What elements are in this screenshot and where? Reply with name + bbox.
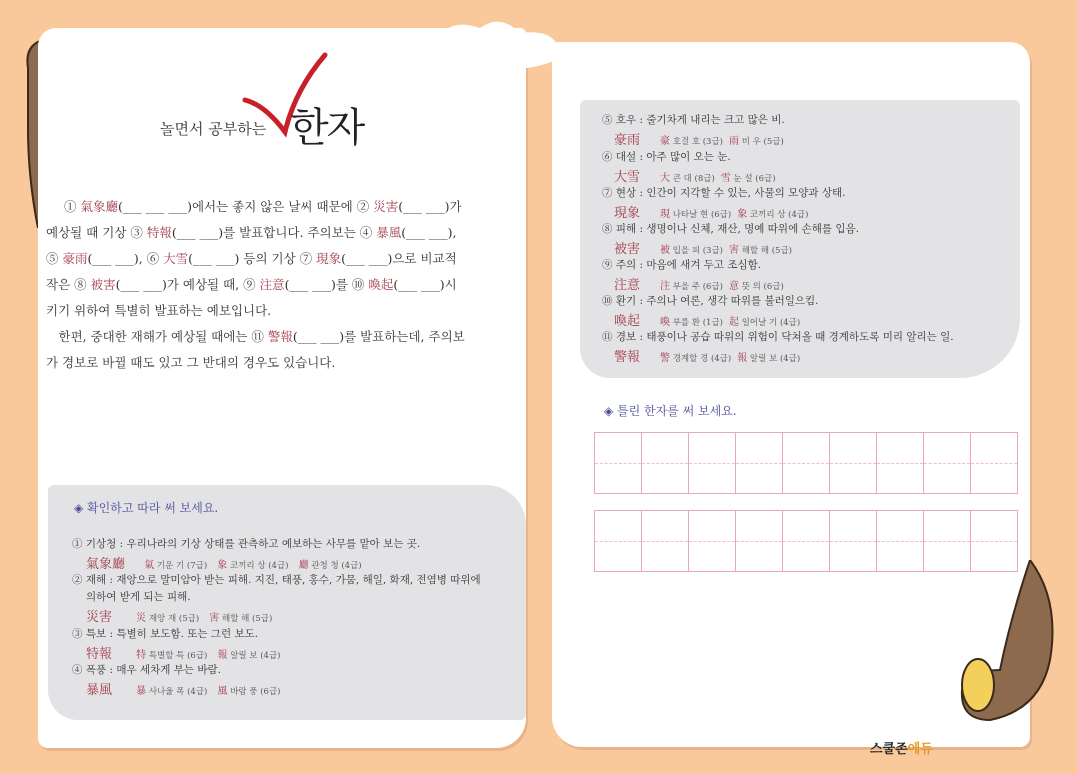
hanja-row: 暴風 暴 사나울 폭 (4급) 風 바람 풍 (6급) (86, 683, 281, 698)
practice-cell[interactable] (783, 433, 830, 493)
practice-cell[interactable] (924, 511, 971, 571)
hanja-row: 豪雨 豪 호걸 호 (3급) 雨 비 우 (5급) (614, 133, 784, 148)
practice-cell[interactable] (736, 433, 783, 493)
intro-line-7: 가 경보로 바뀔 때도 있고 그 반대의 경우도 있습니다. (46, 355, 336, 370)
def-item: ② 재해 : 재앙으로 말미암아 받는 피해. 지진, 태풍, 홍수, 가뭄, 해일, 화재, 전염병 따위에 (72, 574, 481, 586)
page-title: 한자 (290, 105, 364, 151)
hanja-row: 氣象廳 氣 기운 기 (7급) 象 코끼리 상 (4급) 廳 관청 청 (4급) (86, 557, 362, 572)
practice-grid-2[interactable] (594, 510, 1018, 572)
def-item: ① 기상청 : 우리나라의 기상 상태를 관측하고 예보하는 사무를 맡아 보는 곳. (72, 538, 421, 550)
intro-line-4: 작은 ⑧ 被害(___ ___)가 예상될 때, ⑨ 注意(___ ___)를 ⑩ 喚起(___ ___)시 (46, 277, 457, 292)
intro-line-3: ⑤ 豪雨(___ ___), ⑥ 大雪(___ ___) 등의 기상 ⑦ 現象(___ ___)으로 비교적 (46, 251, 457, 266)
intro-line-6: 한편, 중대한 재해가 예상될 때에는 ⑪ 警報(___ ___)를 발표하는데, 주의보 (46, 329, 465, 344)
practice-cell[interactable] (642, 511, 689, 571)
practice-cell[interactable] (689, 433, 736, 493)
practice-cell[interactable] (924, 433, 971, 493)
practice-cell[interactable] (642, 433, 689, 493)
def-item: 의하여 받게 되는 피해. (86, 591, 191, 603)
practice-cell[interactable] (783, 511, 830, 571)
def-item: ⑪ 경보 : 태풍이나 공습 따위의 위험이 닥쳐올 때 경계하도록 미리 알리는 일. (602, 331, 954, 343)
def-item: ⑩ 환기 : 주의나 여론, 생각 따위를 불러일으킴. (602, 295, 819, 307)
intro-line-5: 키기 위하여 특별히 발표하는 예보입니다. (46, 303, 272, 318)
check-heading: ◈ 확인하고 따라 써 보세요. (74, 501, 219, 515)
hanja-row: 現象 現 나타날 현 (6급) 象 코끼리 상 (4급) (614, 206, 809, 221)
practice-cell[interactable] (689, 511, 736, 571)
practice-heading: ◈ 틀린 한자를 써 보세요. (604, 404, 737, 418)
practice-cell[interactable] (830, 433, 877, 493)
practice-cell[interactable] (971, 433, 1017, 493)
bear-leg-illustration (950, 560, 1060, 730)
def-item: ⑤ 호우 : 줄기차게 내리는 크고 많은 비. (602, 114, 785, 126)
hanja-row: 被害 被 입을 피 (3급) 害 해할 해 (5급) (614, 242, 792, 257)
practice-cell[interactable] (595, 433, 642, 493)
page-subtitle: 놀면서 공부하는 (160, 120, 267, 138)
hanja-row: 喚起 喚 부를 환 (1급) 起 일어날 기 (4급) (614, 314, 801, 329)
hanja-row: 大雪 大 큰 대 (8급) 雪 눈 설 (6급) (614, 170, 776, 185)
def-item: ⑨ 주의 : 마음에 새겨 두고 조심함. (602, 259, 762, 271)
practice-cell[interactable] (736, 511, 783, 571)
hanja-row: 特報 特 특별할 특 (6급) 報 알릴 보 (4급) (86, 647, 281, 662)
practice-cell[interactable] (877, 511, 924, 571)
practice-cell[interactable] (595, 511, 642, 571)
intro-line-1: ① 氣象廳(___ ___ ___)에서는 좋지 않은 날씨 때문에 ② 災害(___ ___)가 (64, 199, 462, 214)
def-item: ⑦ 현상 : 인간이 지각할 수 있는, 사물의 모양과 상태. (602, 187, 846, 199)
cloud-decoration (410, 18, 570, 78)
hanja-row: 災害 災 재앙 재 (5급) 害 해할 해 (5급) (86, 610, 273, 625)
practice-cell[interactable] (877, 433, 924, 493)
practice-cell[interactable] (830, 511, 877, 571)
practice-grid-1[interactable] (594, 432, 1018, 494)
def-item: ④ 폭풍 : 매우 세차게 부는 바람. (72, 664, 221, 676)
intro-line-2: 예상될 때 기상 ③ 特報(___ ___)를 발표합니다. 주의보는 ④ 暴風(___ ___), (46, 225, 457, 240)
def-item: ⑧ 피해 : 생명이나 신체, 재산, 명예 따위에 손해를 입음. (602, 223, 859, 235)
def-item: ⑥ 대설 : 아주 많이 오는 눈. (602, 151, 731, 163)
practice-cell[interactable] (971, 511, 1017, 571)
hanja-row: 注意 注 부을 주 (6급) 意 뜻 의 (6급) (614, 278, 784, 293)
intro-paragraph (46, 194, 482, 376)
def-item: ③ 특보 : 특별히 보도함. 또는 그런 보도. (72, 628, 259, 640)
brand-logo: 스쿨존에듀 (870, 742, 933, 757)
hanja-row: 警報 警 경계할 경 (4급) 報 알릴 보 (4급) (614, 350, 801, 365)
